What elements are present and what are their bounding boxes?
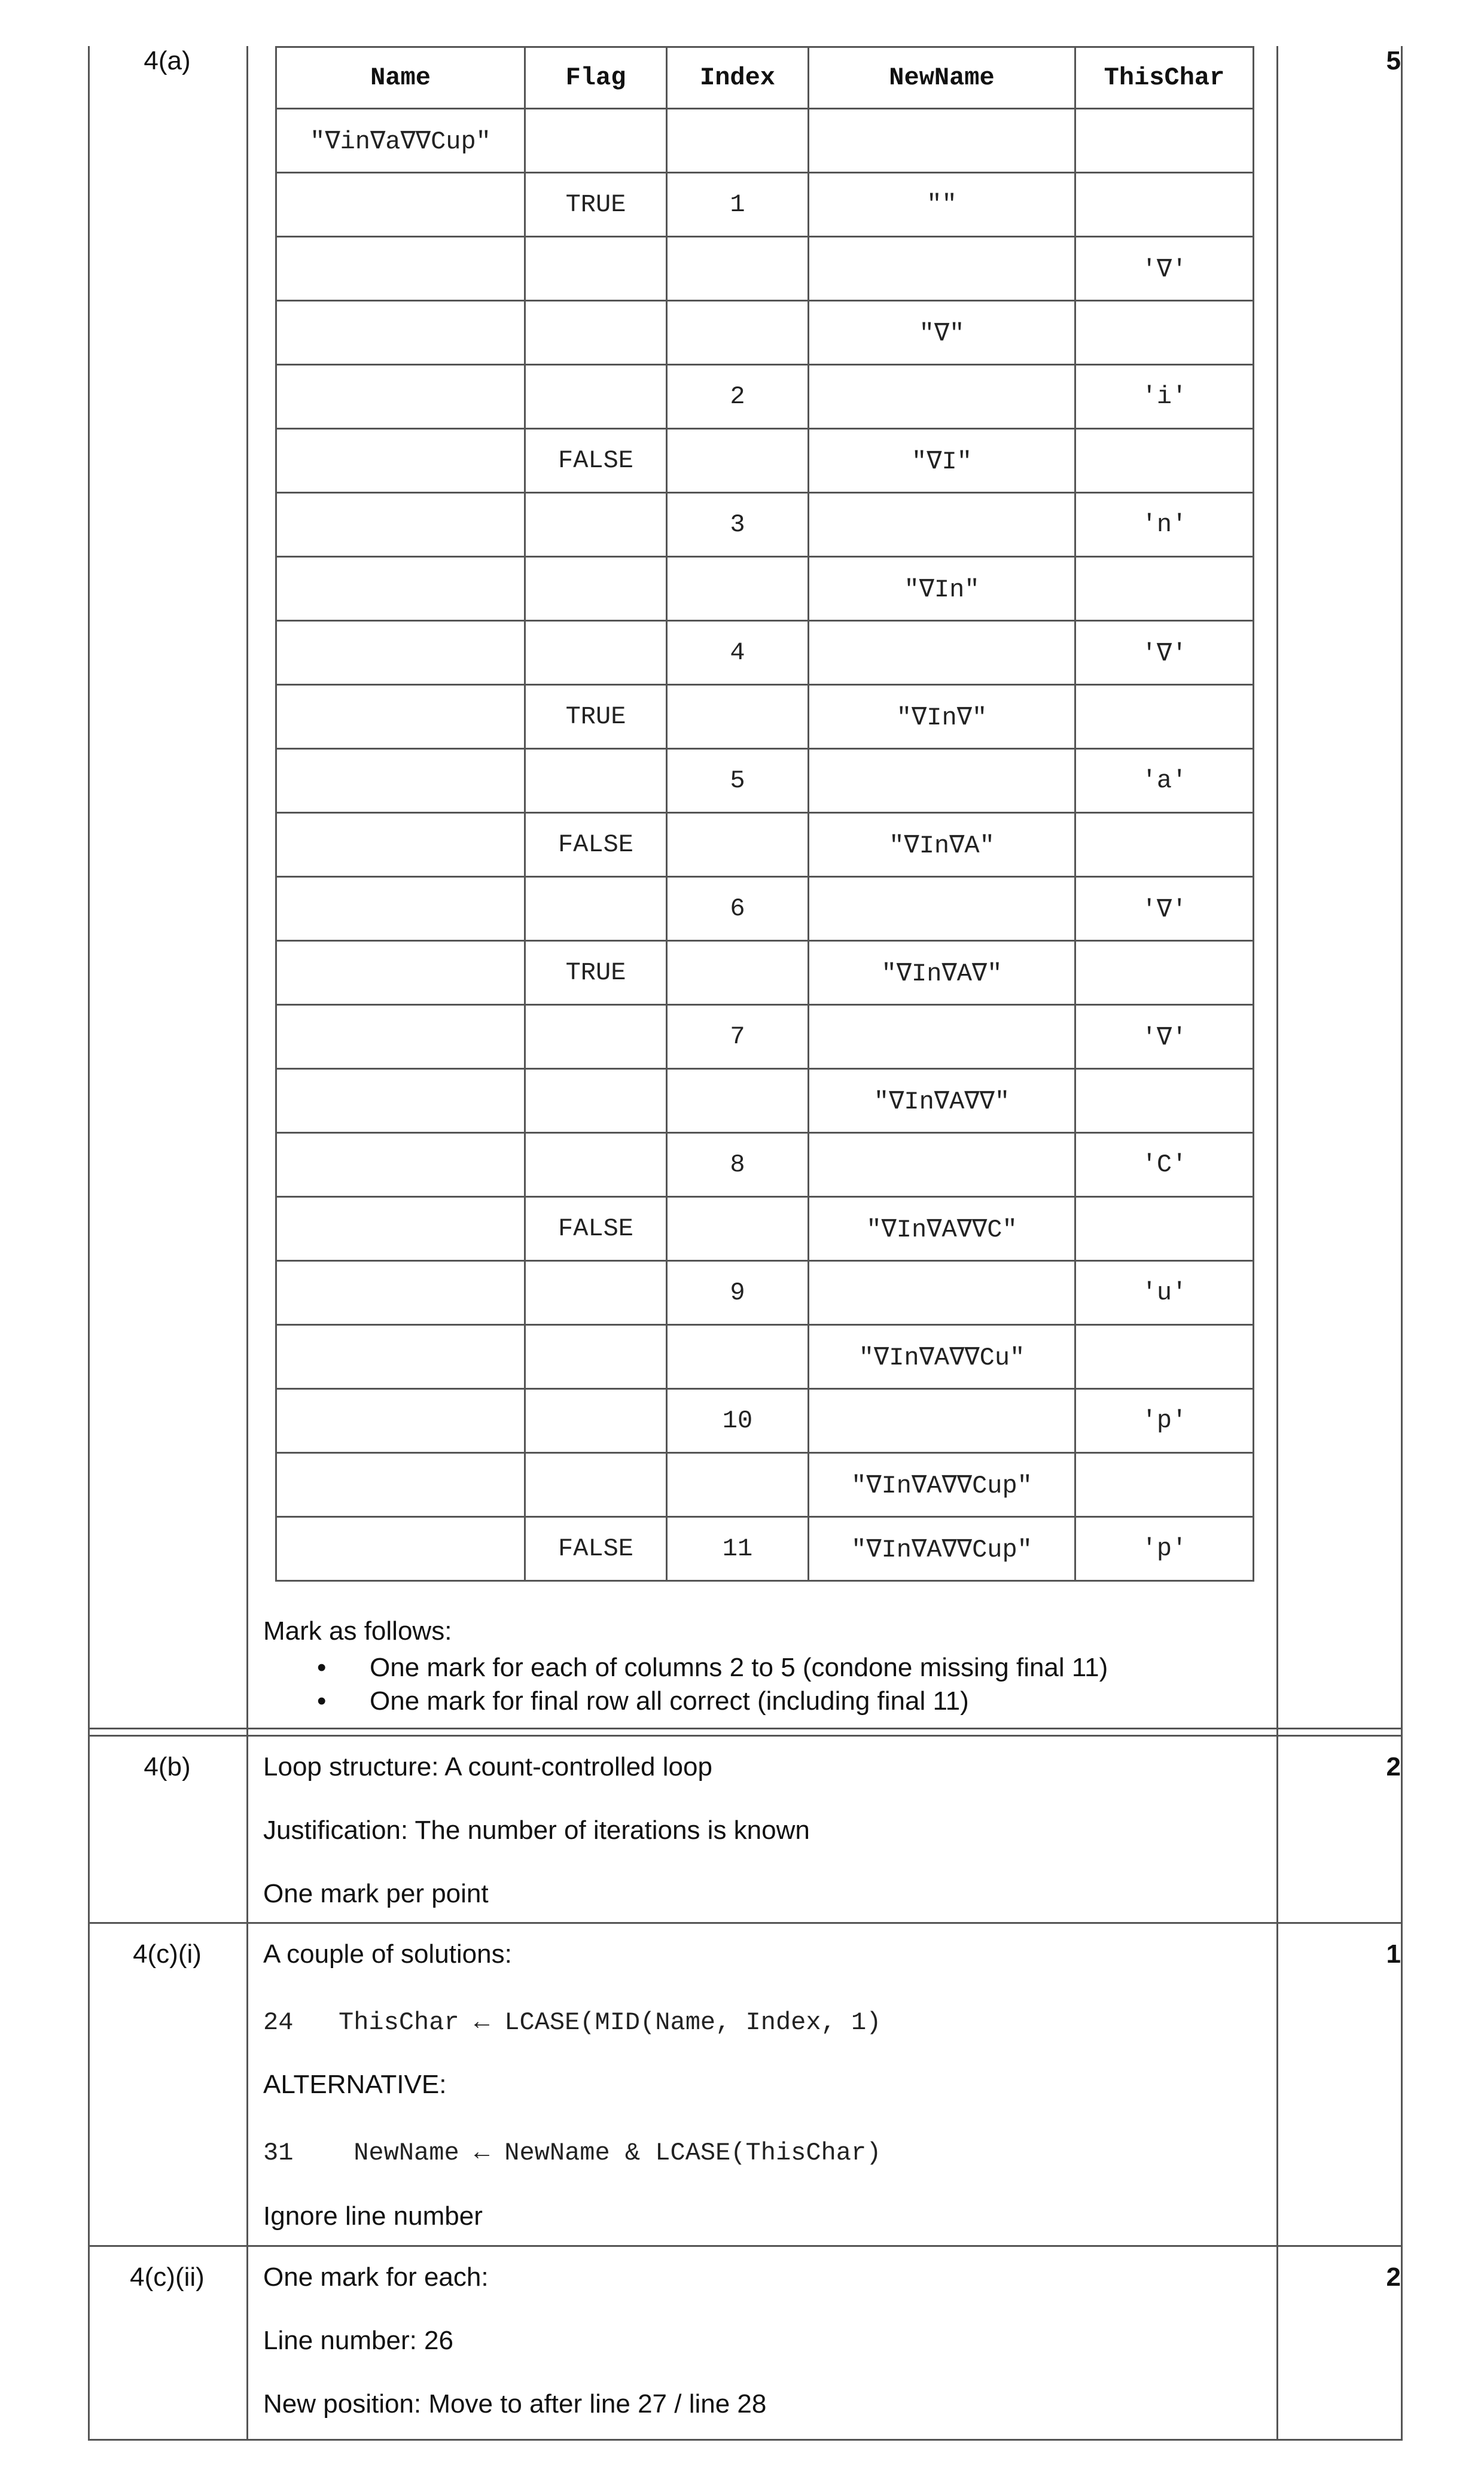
cell-index: 5 (667, 749, 809, 813)
cell-index (667, 941, 809, 1005)
row-divider (88, 1922, 1403, 1924)
cell-index: 8 (667, 1133, 809, 1197)
cell-name (276, 749, 525, 813)
table-row (276, 1453, 1254, 1517)
cell-flag: FALSE (525, 813, 667, 877)
table-border-right (1401, 46, 1403, 2441)
trace-table-header (276, 47, 1254, 109)
cell-index: 1 (667, 173, 809, 237)
table-border-bottom (88, 2439, 1403, 2441)
row-divider-double-top (88, 1728, 1403, 1729)
cell-newname (809, 1005, 1075, 1069)
cell-newname (809, 1389, 1075, 1453)
table-row (276, 557, 1254, 621)
cell-name (276, 557, 525, 621)
table-row (276, 1389, 1254, 1453)
cell-index: 10 (667, 1389, 809, 1453)
cell-name (276, 1069, 525, 1133)
answer-line: One mark per point (263, 1879, 489, 1908)
marks-value: 5 (1386, 46, 1401, 75)
cell-thischar: 'i' (1075, 365, 1254, 429)
cell-index: 7 (667, 1005, 809, 1069)
cell-name (276, 1325, 525, 1389)
cell-newname (809, 621, 1075, 685)
cell-name (276, 685, 525, 749)
cell-flag (525, 1325, 667, 1389)
table-row (276, 813, 1254, 877)
cell-name (276, 1133, 525, 1197)
table-row (276, 1517, 1254, 1581)
cell-thischar: '∇' (1075, 877, 1254, 941)
cell-thischar (1075, 1325, 1254, 1389)
cell-index (667, 1325, 809, 1389)
cell-newname: "∇In∇A∇∇" (809, 1069, 1075, 1133)
cell-thischar (1075, 109, 1254, 173)
cell-name (276, 301, 525, 365)
table-row (276, 1197, 1254, 1261)
cell-thischar: 'a' (1075, 749, 1254, 813)
cell-newname: "∇In" (809, 557, 1075, 621)
table-row (276, 877, 1254, 941)
trace-table (275, 46, 1254, 1582)
cell-index (667, 1069, 809, 1133)
header-index: Index (667, 47, 809, 109)
cell-thischar (1075, 813, 1254, 877)
cell-newname (809, 749, 1075, 813)
question-number: 4(c)(i) (133, 1939, 202, 1969)
cell-thischar: 'u' (1075, 1261, 1254, 1325)
cell-name: "∇in∇a∇∇Cup" (276, 109, 525, 173)
table-row (276, 749, 1254, 813)
table-row (276, 621, 1254, 685)
cell-thischar (1075, 557, 1254, 621)
cell-newname (809, 493, 1075, 557)
cell-name (276, 1261, 525, 1325)
cell-index (667, 557, 809, 621)
cell-index (667, 813, 809, 877)
mark-points (317, 1651, 1108, 1718)
cell-thischar (1075, 301, 1254, 365)
cell-flag: FALSE (525, 1517, 667, 1581)
marks-value: 2 (1386, 1752, 1401, 1781)
table-row (276, 1261, 1254, 1325)
cell-index (667, 1453, 809, 1517)
header-newname: NewName (809, 47, 1075, 109)
cell-flag (525, 301, 667, 365)
cell-name (276, 1517, 525, 1581)
cell-thischar (1075, 1069, 1254, 1133)
header-name: Name (276, 47, 525, 109)
table-row (276, 1005, 1254, 1069)
question-number: 4(b) (144, 1752, 191, 1781)
table-border-question-col (246, 46, 248, 2441)
answer-line: New position: Move to after line 27 / line 28 (263, 2389, 767, 2419)
cell-newname (809, 1133, 1075, 1197)
trace-table-body (276, 109, 1254, 1581)
cell-flag (525, 1005, 667, 1069)
cell-newname: "∇I" (809, 429, 1075, 493)
question-number: 4(c)(ii) (130, 2262, 205, 2292)
code-line: 31 NewName ← NewName & LCASE(ThisChar) (263, 2139, 882, 2167)
row-divider-double-bottom (88, 1735, 1403, 1737)
cell-flag (525, 365, 667, 429)
code-line: 24 ThisChar ← LCASE(MID(Name, Index, 1) (263, 2008, 882, 2037)
cell-name (276, 1389, 525, 1453)
cell-thischar: 'C' (1075, 1133, 1254, 1197)
mark-point: • One mark for final row all correct (including final 11) (317, 1685, 1108, 1718)
table-border-marks-col (1276, 46, 1278, 2441)
answer-note: Ignore line number (263, 2201, 483, 2231)
cell-newname: "∇In∇" (809, 685, 1075, 749)
cell-thischar (1075, 1453, 1254, 1517)
question-number: 4(a) (144, 46, 191, 75)
table-row (276, 429, 1254, 493)
cell-flag: TRUE (525, 941, 667, 1005)
cell-newname (809, 1261, 1075, 1325)
table-row (276, 173, 1254, 237)
cell-flag (525, 749, 667, 813)
cell-newname (809, 877, 1075, 941)
cell-name (276, 941, 525, 1005)
cell-flag (525, 621, 667, 685)
cell-flag (525, 1453, 667, 1517)
table-row (276, 685, 1254, 749)
cell-flag (525, 877, 667, 941)
cell-index: 6 (667, 877, 809, 941)
table-row (276, 301, 1254, 365)
cell-name (276, 621, 525, 685)
table-row (276, 941, 1254, 1005)
answer-line: Justification: The number of iterations is known (263, 1816, 810, 1845)
cell-flag: FALSE (525, 1197, 667, 1261)
cell-flag (525, 1133, 667, 1197)
cell-flag: FALSE (525, 429, 667, 493)
marks-value: 2 (1386, 2262, 1401, 2292)
cell-thischar: '∇' (1075, 621, 1254, 685)
cell-name (276, 1005, 525, 1069)
cell-newname (809, 109, 1075, 173)
cell-newname: "" (809, 173, 1075, 237)
cell-newname (809, 365, 1075, 429)
cell-index (667, 109, 809, 173)
cell-thischar: '∇' (1075, 1005, 1254, 1069)
table-row (276, 109, 1254, 173)
cell-thischar (1075, 1197, 1254, 1261)
cell-index: 2 (667, 365, 809, 429)
cell-index (667, 1197, 809, 1261)
alternative-label: ALTERNATIVE: (263, 2070, 447, 2099)
cell-index (667, 429, 809, 493)
row-divider (88, 2245, 1403, 2247)
cell-thischar (1075, 173, 1254, 237)
cell-name (276, 1453, 525, 1517)
table-row (276, 1069, 1254, 1133)
cell-thischar: '∇' (1075, 237, 1254, 301)
cell-newname: "∇" (809, 301, 1075, 365)
table-row (276, 237, 1254, 301)
cell-index: 11 (667, 1517, 809, 1581)
cell-newname (809, 237, 1075, 301)
answer-line: Line number: 26 (263, 2326, 453, 2355)
cell-newname: "∇In∇A" (809, 813, 1075, 877)
cell-flag: TRUE (525, 173, 667, 237)
cell-index (667, 301, 809, 365)
cell-index: 4 (667, 621, 809, 685)
marks-value: 1 (1386, 1939, 1401, 1969)
table-border-left (88, 46, 90, 2441)
cell-name (276, 493, 525, 557)
cell-index: 9 (667, 1261, 809, 1325)
table-row (276, 1325, 1254, 1389)
cell-name (276, 173, 525, 237)
header-flag: Flag (525, 47, 667, 109)
cell-thischar (1075, 941, 1254, 1005)
answer-intro: A couple of solutions: (263, 1939, 512, 1969)
table-row (276, 493, 1254, 557)
mark-intro: Mark as follows: (263, 1616, 452, 1646)
cell-thischar: 'p' (1075, 1517, 1254, 1581)
cell-flag: TRUE (525, 685, 667, 749)
cell-flag (525, 1389, 667, 1453)
cell-flag (525, 109, 667, 173)
cell-flag (525, 237, 667, 301)
answer-line: Loop structure: A count-controlled loop (263, 1752, 712, 1781)
cell-newname: "∇In∇A∇∇Cu" (809, 1325, 1075, 1389)
cell-thischar (1075, 429, 1254, 493)
cell-index (667, 685, 809, 749)
mark-point: • One mark for each of columns 2 to 5 (condone missing final 11) (317, 1651, 1108, 1685)
cell-thischar: 'n' (1075, 493, 1254, 557)
table-row (276, 1133, 1254, 1197)
cell-thischar: 'p' (1075, 1389, 1254, 1453)
cell-flag (525, 1069, 667, 1133)
cell-newname: "∇In∇A∇∇Cup" (809, 1517, 1075, 1581)
cell-name (276, 237, 525, 301)
cell-index: 3 (667, 493, 809, 557)
cell-flag (525, 557, 667, 621)
cell-newname: "∇In∇A∇∇Cup" (809, 1453, 1075, 1517)
cell-name (276, 365, 525, 429)
header-thischar: ThisChar (1075, 47, 1254, 109)
table-row (276, 365, 1254, 429)
cell-index (667, 237, 809, 301)
cell-name (276, 429, 525, 493)
cell-name (276, 877, 525, 941)
cell-newname: "∇In∇A∇∇C" (809, 1197, 1075, 1261)
cell-thischar (1075, 685, 1254, 749)
cell-name (276, 813, 525, 877)
cell-flag (525, 1261, 667, 1325)
cell-newname: "∇In∇A∇" (809, 941, 1075, 1005)
cell-flag (525, 493, 667, 557)
answer-line: One mark for each: (263, 2262, 489, 2292)
cell-name (276, 1197, 525, 1261)
